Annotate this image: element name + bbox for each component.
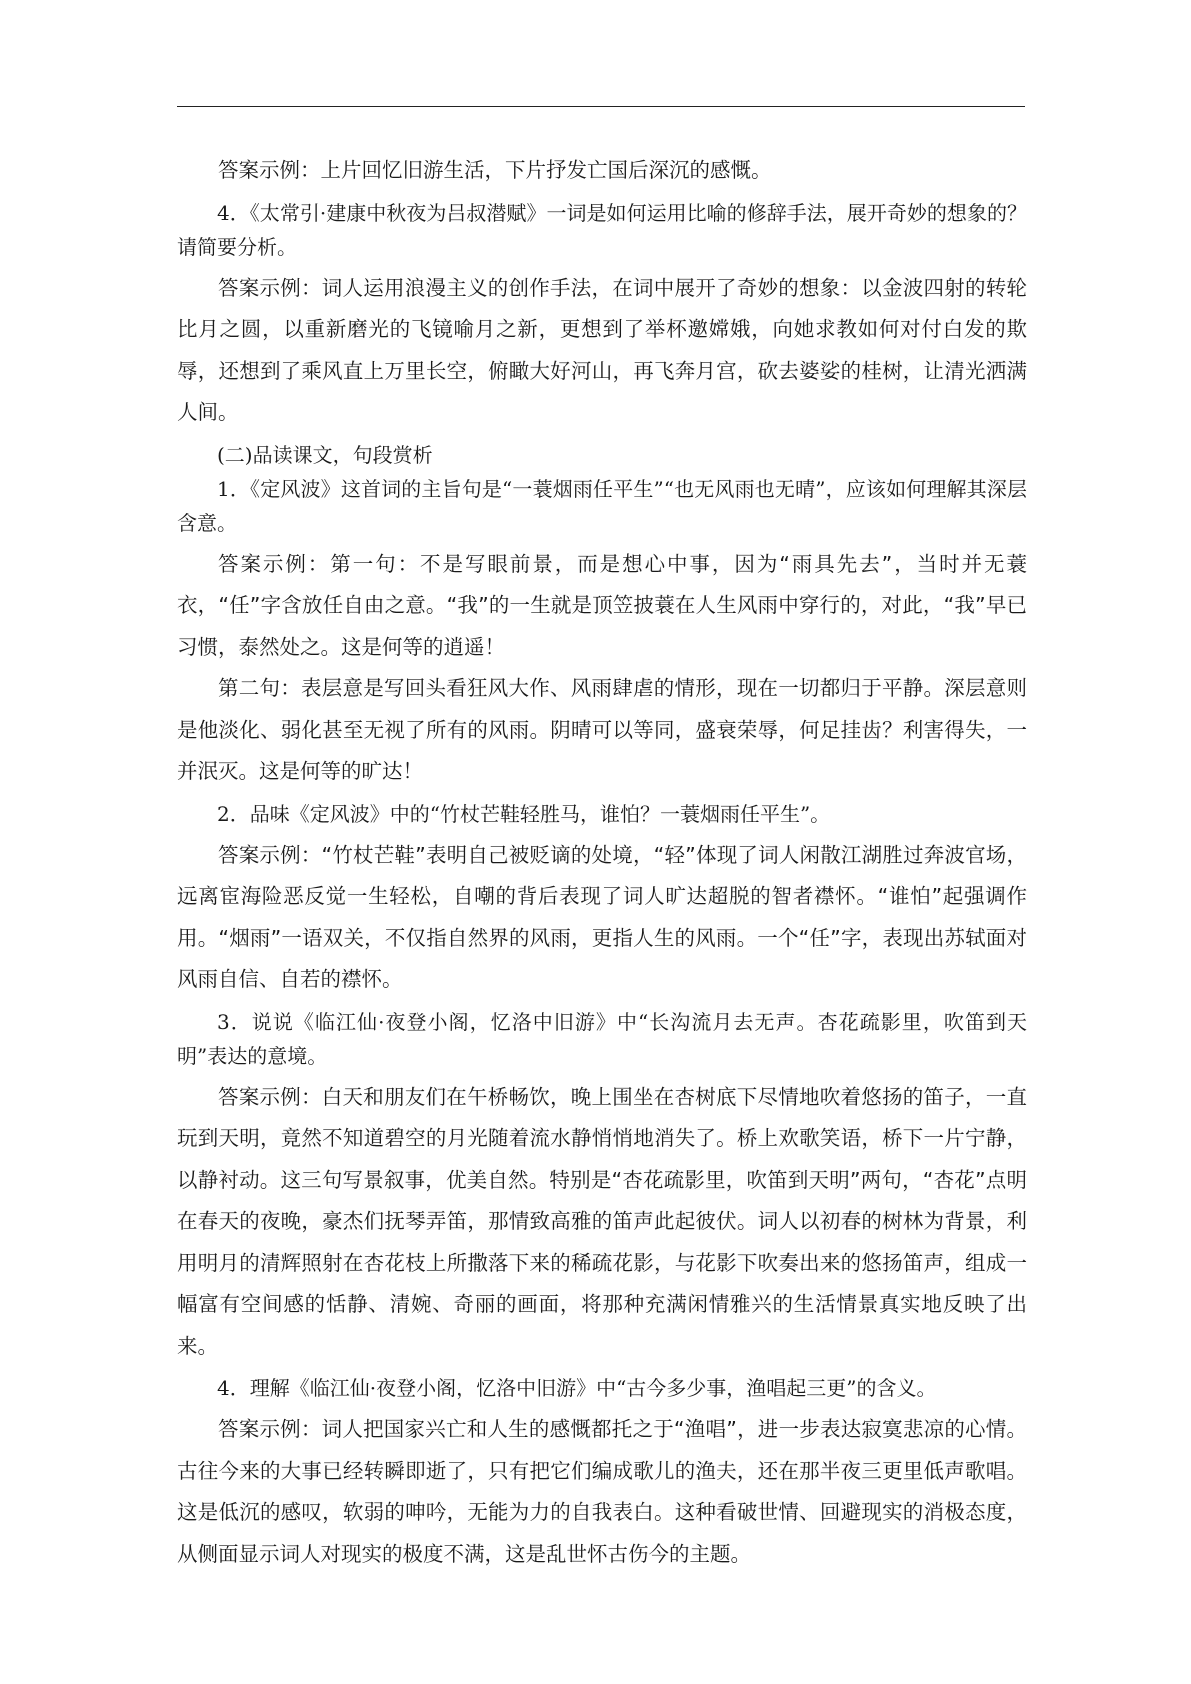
- answer-paragraph: 答案示例：第一句：不是写眼前景，而是想心中事，因为“雨具先去”，当时并无蓑衣，“任”字含放任自由之意。“我”的一生就是顶笠披蓑在人生风雨中穿行的，对此，“我”早已习惯，泰然处之。这是何等的逍遥！: [177, 551, 1027, 659]
- header-rule: [177, 106, 1025, 107]
- document-body: [177, 150, 1027, 1575]
- answer-paragraph: 答案示例：“竹杖芒鞋”表明自己被贬谪的处境，“轻”体现了词人闲散江湖胜过奔波官场，远离宦海险恶反觉一生轻松，自嘲的背后表现了词人旷达超脱的智者襟怀。“谁怕”起强调作用。“烟雨”一语双关，不仅指自然界的风雨，更指人生的风雨。一个“任”字，表现出苏轼面对风雨自信、自若的襟怀。: [177, 842, 1027, 991]
- answer-paragraph: 答案示例：词人运用浪漫主义的创作手法，在词中展开了奇妙的想象：以金波四射的转轮比月之圆，以重新磨光的飞镜喻月之新，更想到了举杯邀嫦娥，向她求教如何对付白发的欺辱，还想到了乘风直上万里长空，俯瞰大好河山，再飞奔月宫，砍去婆娑的桂树，让清光洒满人间。: [177, 275, 1027, 424]
- question-4-paragraph: 4．《太常引·建康中秋夜为吕叔潜赋》一词是如何运用比喻的修辞手法，展开奇妙的想象的？请简要分析。: [177, 200, 1027, 259]
- answer-paragraph: 答案示例：白天和朋友们在午桥畅饮，晚上围坐在杏树底下尽情地吹着悠扬的笛子，一直玩到天明，竟然不知道碧空的月光随着流水静悄悄地消失了。桥上欢歌笑语，桥下一片宁静，以静衬动。这三句写景叙事，优美自然。特别是“杏花疏影里，吹笛到天明”两句，“杏花”点明在春天的夜晚，豪杰们抚琴弄笛，那情致高雅的笛声此起彼伏。词人以初春的树林为背景，利用明月的清辉照射在杏花枝上所撒落下来的稀疏花影，与花影下吹奏出来的悠扬笛声，组成一幅富有空间感的恬静、清婉、奇丽的画面，将那种充满闲情雅兴的生活情景真实地反映了出来。: [177, 1084, 1027, 1358]
- answer-paragraph: 第二句：表层意是写回头看狂风大作、风雨肆虐的情形，现在一切都归于平静。深层意则是他淡化、弱化甚至无视了所有的风雨。阴晴可以等同，盛衰荣辱，何足挂齿？利害得失，一并泯灭。这是何等的旷达！: [177, 676, 1027, 783]
- question-3-paragraph: 3．说说《临江仙·夜登小阁，忆洛中旧游》中“长沟流月去无声。杏花疏影里，吹笛到天明”表达的意境。: [177, 1009, 1027, 1068]
- question-1-paragraph: 1．《定风波》这首词的主旨句是“一蓑烟雨任平生”“也无风雨也无晴”，应该如何理解其深层含意。: [177, 476, 1027, 535]
- section-heading: (二)品读课文，句段赏析: [217, 442, 433, 467]
- question-2-paragraph: 2．品味《定风波》中的“竹杖芒鞋轻胜马，谁怕？一蓑烟雨任平生”。: [217, 801, 831, 826]
- question-4b-paragraph: 4．理解《临江仙·夜登小阁，忆洛中旧游》中“古今多少事，渔唱起三更”的含义。: [217, 1376, 937, 1400]
- answer-paragraph: 答案示例：上片回忆旧游生活，下片抒发亡国后深沉的感慨。: [218, 158, 772, 182]
- answer-paragraph: 答案示例：词人把国家兴亡和人生的感慨都托之于“渔唱”，进一步表达寂寞悲凉的心情。古往今来的大事已经转瞬即逝了，只有把它们编成歌儿的渔夫，还在那半夜三更里低声歌唱。这是低沉的感叹，软弱的呻吟，无能为力的自我表白。这种看破世情、回避现实的消极态度，从侧面显示词人对现实的极度不满，这是乱世怀古伤今的主题。: [177, 1417, 1027, 1566]
